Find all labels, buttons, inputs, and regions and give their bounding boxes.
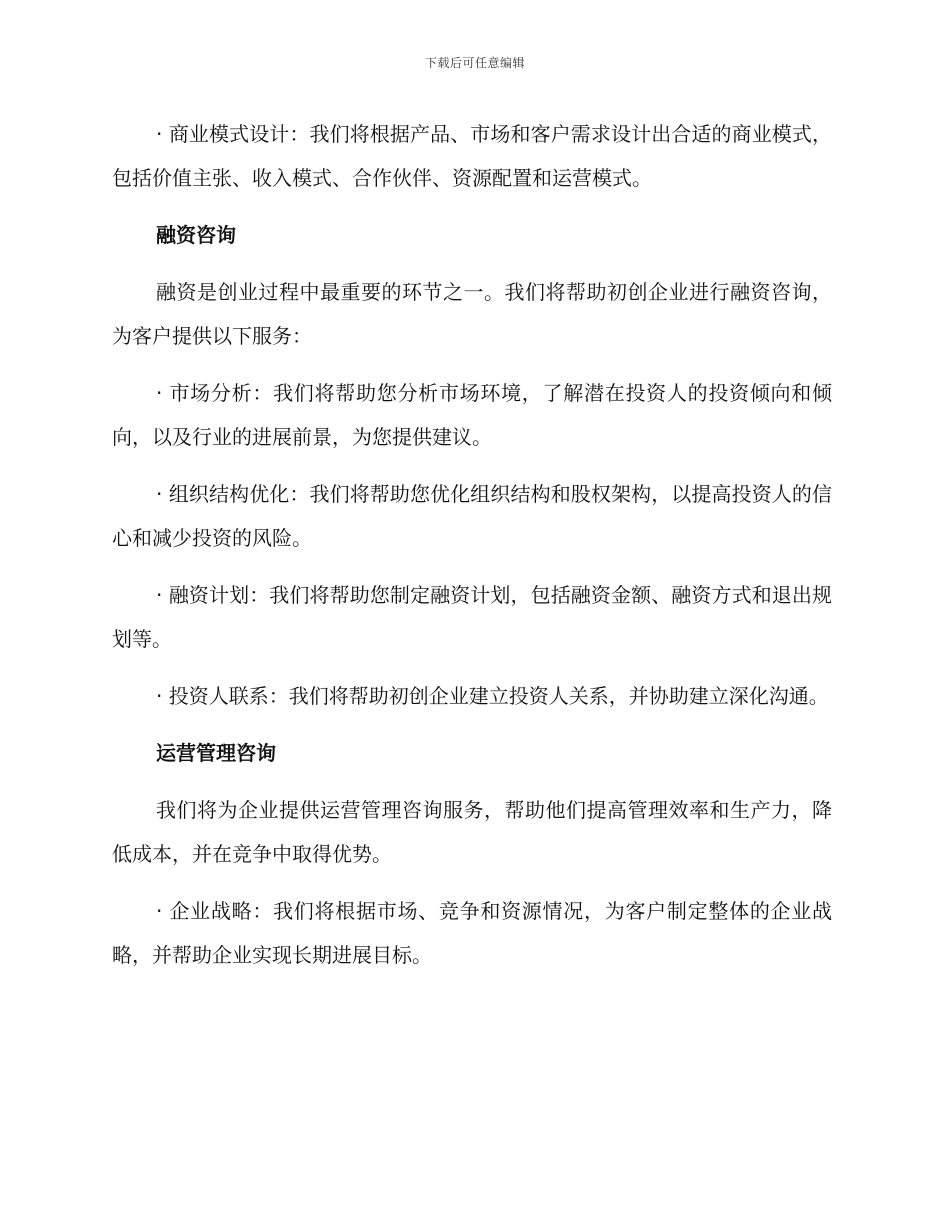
paragraph-financing-intro: 融资是创业过程中最重要的环节之一。我们将帮助初创企业进行融资咨询，为客户提供以下服务：	[112, 280, 832, 348]
paragraph-market-analysis: · 市场分析：我们将帮助您分析市场环境，了解潜在投资人的投资倾向和倾向，以及行业的进展前景，为您提供建议。	[112, 381, 832, 449]
section-heading-operations: 运营管理咨询	[156, 741, 276, 765]
paragraph-business-model: · 商业模式设计：我们将根据产品、市场和客户需求设计出合适的商业模式，包括价值主张、收入模式、合作伙伴、资源配置和运营模式。	[112, 122, 832, 190]
paragraph-enterprise-strategy: · 企业战略：我们将根据市场、竞争和资源情况，为客户制定整体的企业战略，并帮助企业实现长期进展目标。	[112, 899, 832, 967]
section-heading-financing: 融资咨询	[156, 223, 236, 247]
document-body	[112, 112, 832, 990]
paragraph-operations-intro: 我们将为企业提供运营管理咨询服务，帮助他们提高管理效率和生产力，降低成本，并在竞争中取得优势。	[112, 798, 832, 866]
header-note: 下载后可任意编辑	[424, 56, 525, 70]
paragraph-org-structure: · 组织结构优化：我们将帮助您优化组织结构和股权架构，以提高投资人的信心和减少投资的风险。	[112, 482, 832, 550]
paragraph-financing-plan: · 融资计划：我们将帮助您制定融资计划，包括融资金额、融资方式和退出规划等。	[112, 583, 832, 651]
paragraph-investor-relations: · 投资人联系：我们将帮助初创企业建立投资人关系，并协助建立深化沟通。	[156, 684, 829, 708]
